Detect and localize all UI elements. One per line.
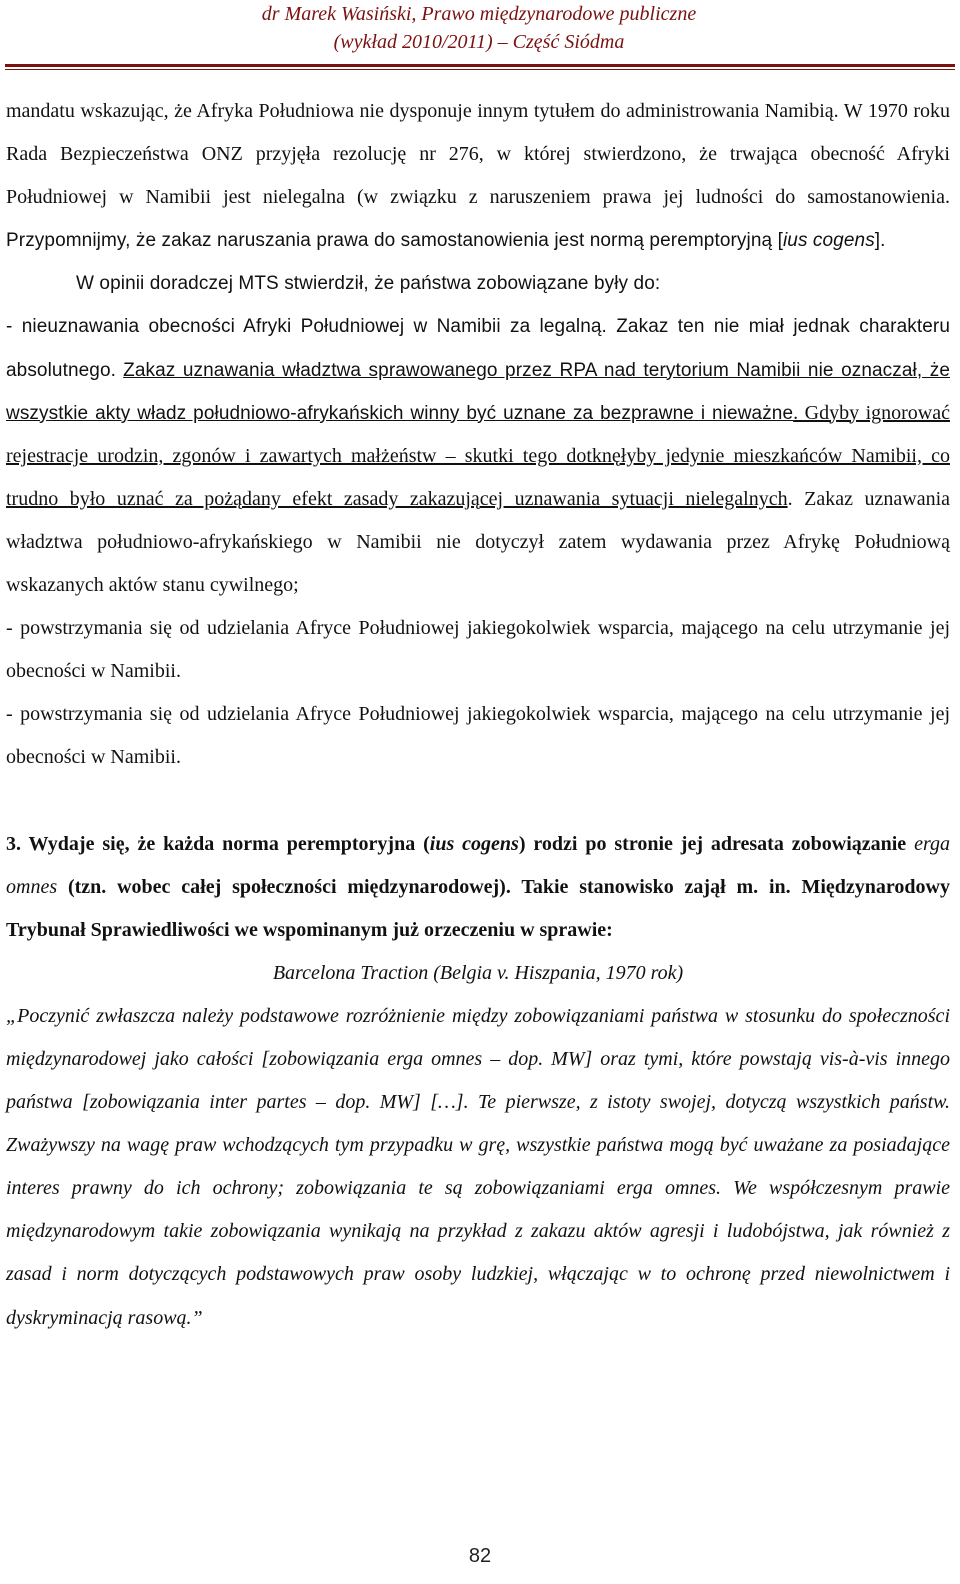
non-recognition-conclusion: . Zakaz uznawania władztwa południowo-afrykańskiego w Namibii nie dotyczył zatem wydawania przez Afrykę Południową wskazanych aktów stanu cywilnego; <box>6 487 951 597</box>
header-rule-thin <box>5 69 955 70</box>
non-recognition-underlined-1: Zakaz uznawania władztwa sprawowanego przez RPA nad terytorium Namibii nie oznaczał, że wszystkie akty władz południowo-afrykańskich winny być uznane za bezprawne i nieważne <box>6 359 950 424</box>
header-line-1: dr Marek Wasiński, Prawo międzynarodowe publiczne <box>261 3 697 25</box>
header-line-2: (wykład 2010/2011) – Część Siódma <box>333 31 625 53</box>
section-spacer <box>6 780 950 823</box>
erga-omnes-ius-cogens: ius cogens <box>429 832 519 855</box>
paragraph-no-support-1: - powstrzymania się od udzielania Afryce Południowej jakiegokolwiek wsparcia, mającego na celu utrzymanie jej obecności w Namibii. <box>6 617 950 683</box>
paragraph-non-recognition <box>6 305 950 607</box>
case-title: Barcelona Traction (Belgia v. Hiszpania, 1970 rok) <box>272 961 684 984</box>
page-number: 82 <box>468 1545 492 1567</box>
paragraph-namibia-end: ]. <box>874 230 886 252</box>
paragraph-namibia-text: mandatu wskazując, że Afryka Południowa nie dysponuje innym tytułem do administrowania Namibią. W 1970 roku Rada Bezpieczeństwa ONZ przyjęła rezolucję nr 276, w której stwierdzono, że trwająca obecność Afryki Południowej w Namibii jest nielegalna (w związku z naruszeniem prawa jej ludności do samostanowienia. <box>6 100 950 209</box>
paragraph-advisory-opinion: W opinii doradczej MTS stwierdził, że państwa zobowiązane były do: <box>76 273 661 295</box>
header-rule-thick <box>5 64 955 67</box>
erga-omnes-lead: 3. Wydaje się, że każda norma peremptoryjna ( <box>6 832 430 855</box>
court-quote: „Poczynić zwłaszcza należy podstawowe rozróżnienie między zobowiązaniami państwa w stosunku do społeczności międzynarodowej jako całości [zobowiązania erga omnes – dop. MW] oraz tymi, które powstają vis-à-vis innego państwa [zobowiązania inter partes – dop. MW] […]. Te pierwsze, z istoty swojej, dotyczą wszystkich państw. Zważywszy na wagę praw wchodzących tym przypadku w grę, wszystkie państwa mogą być uważane za posiadające interes prawny do ich ochrony; zobowiązania te są zobowiązaniami erga omnes. We współczesnym prawie międzynarodowym takie zobowiązania wynikają na przykład z zakazu aktów agresji i ludobójstwa, jak również z zasad i norm dotyczących podstawowych praw osoby ludzkiej, włączając w to ochronę przed niewolnictwem i dyskryminacją rasową.” <box>6 1004 950 1329</box>
paragraph-no-support-2: - powstrzymania się od udzielania Afryce Południowej jakiegokolwiek wsparcia, mającego na celu utrzymanie jej obecności w Namibii. <box>6 703 950 769</box>
ius-cogens-term: ius cogens <box>782 230 875 252</box>
erga-omnes-mid: ) rodzi po stronie jej adresata zobowiązanie <box>518 832 915 855</box>
erga-omnes-rest: (tzn. wobec całej społeczności międzynarodowej). Takie stanowisko zajął m. in. Międzynarodowy Trybunał Sprawiedliwości we wspominanym już orzeczeniu w sprawie: <box>6 875 950 941</box>
non-recognition-intro: - nieuznawania obecności Afryki Południowej w Namibii za legalną. Zakaz ten nie miał jednak charakteru absolutnego. <box>6 316 950 381</box>
non-recognition-underlined-2: . Gdyby ignorować rejestracje urodzin, zgonów i zawartych małżeństw – skutki tego dotknęłyby jedynie mieszkańców Namibii, co trudno było uznać za pożądany efekt zasady zakazującej uznawania sytuacji nielegalnych <box>6 401 950 510</box>
paragraph-namibia-reminder: Przypomnijmy, że zakaz naruszania prawa do samostanowienia jest normą peremptoryjną [ <box>6 230 783 252</box>
running-header <box>6 0 952 56</box>
paragraph-erga-omnes <box>6 823 950 952</box>
body-text <box>6 90 950 1340</box>
erga-omnes-term: erga omnes <box>6 832 951 898</box>
paragraph-namibia <box>6 90 950 262</box>
